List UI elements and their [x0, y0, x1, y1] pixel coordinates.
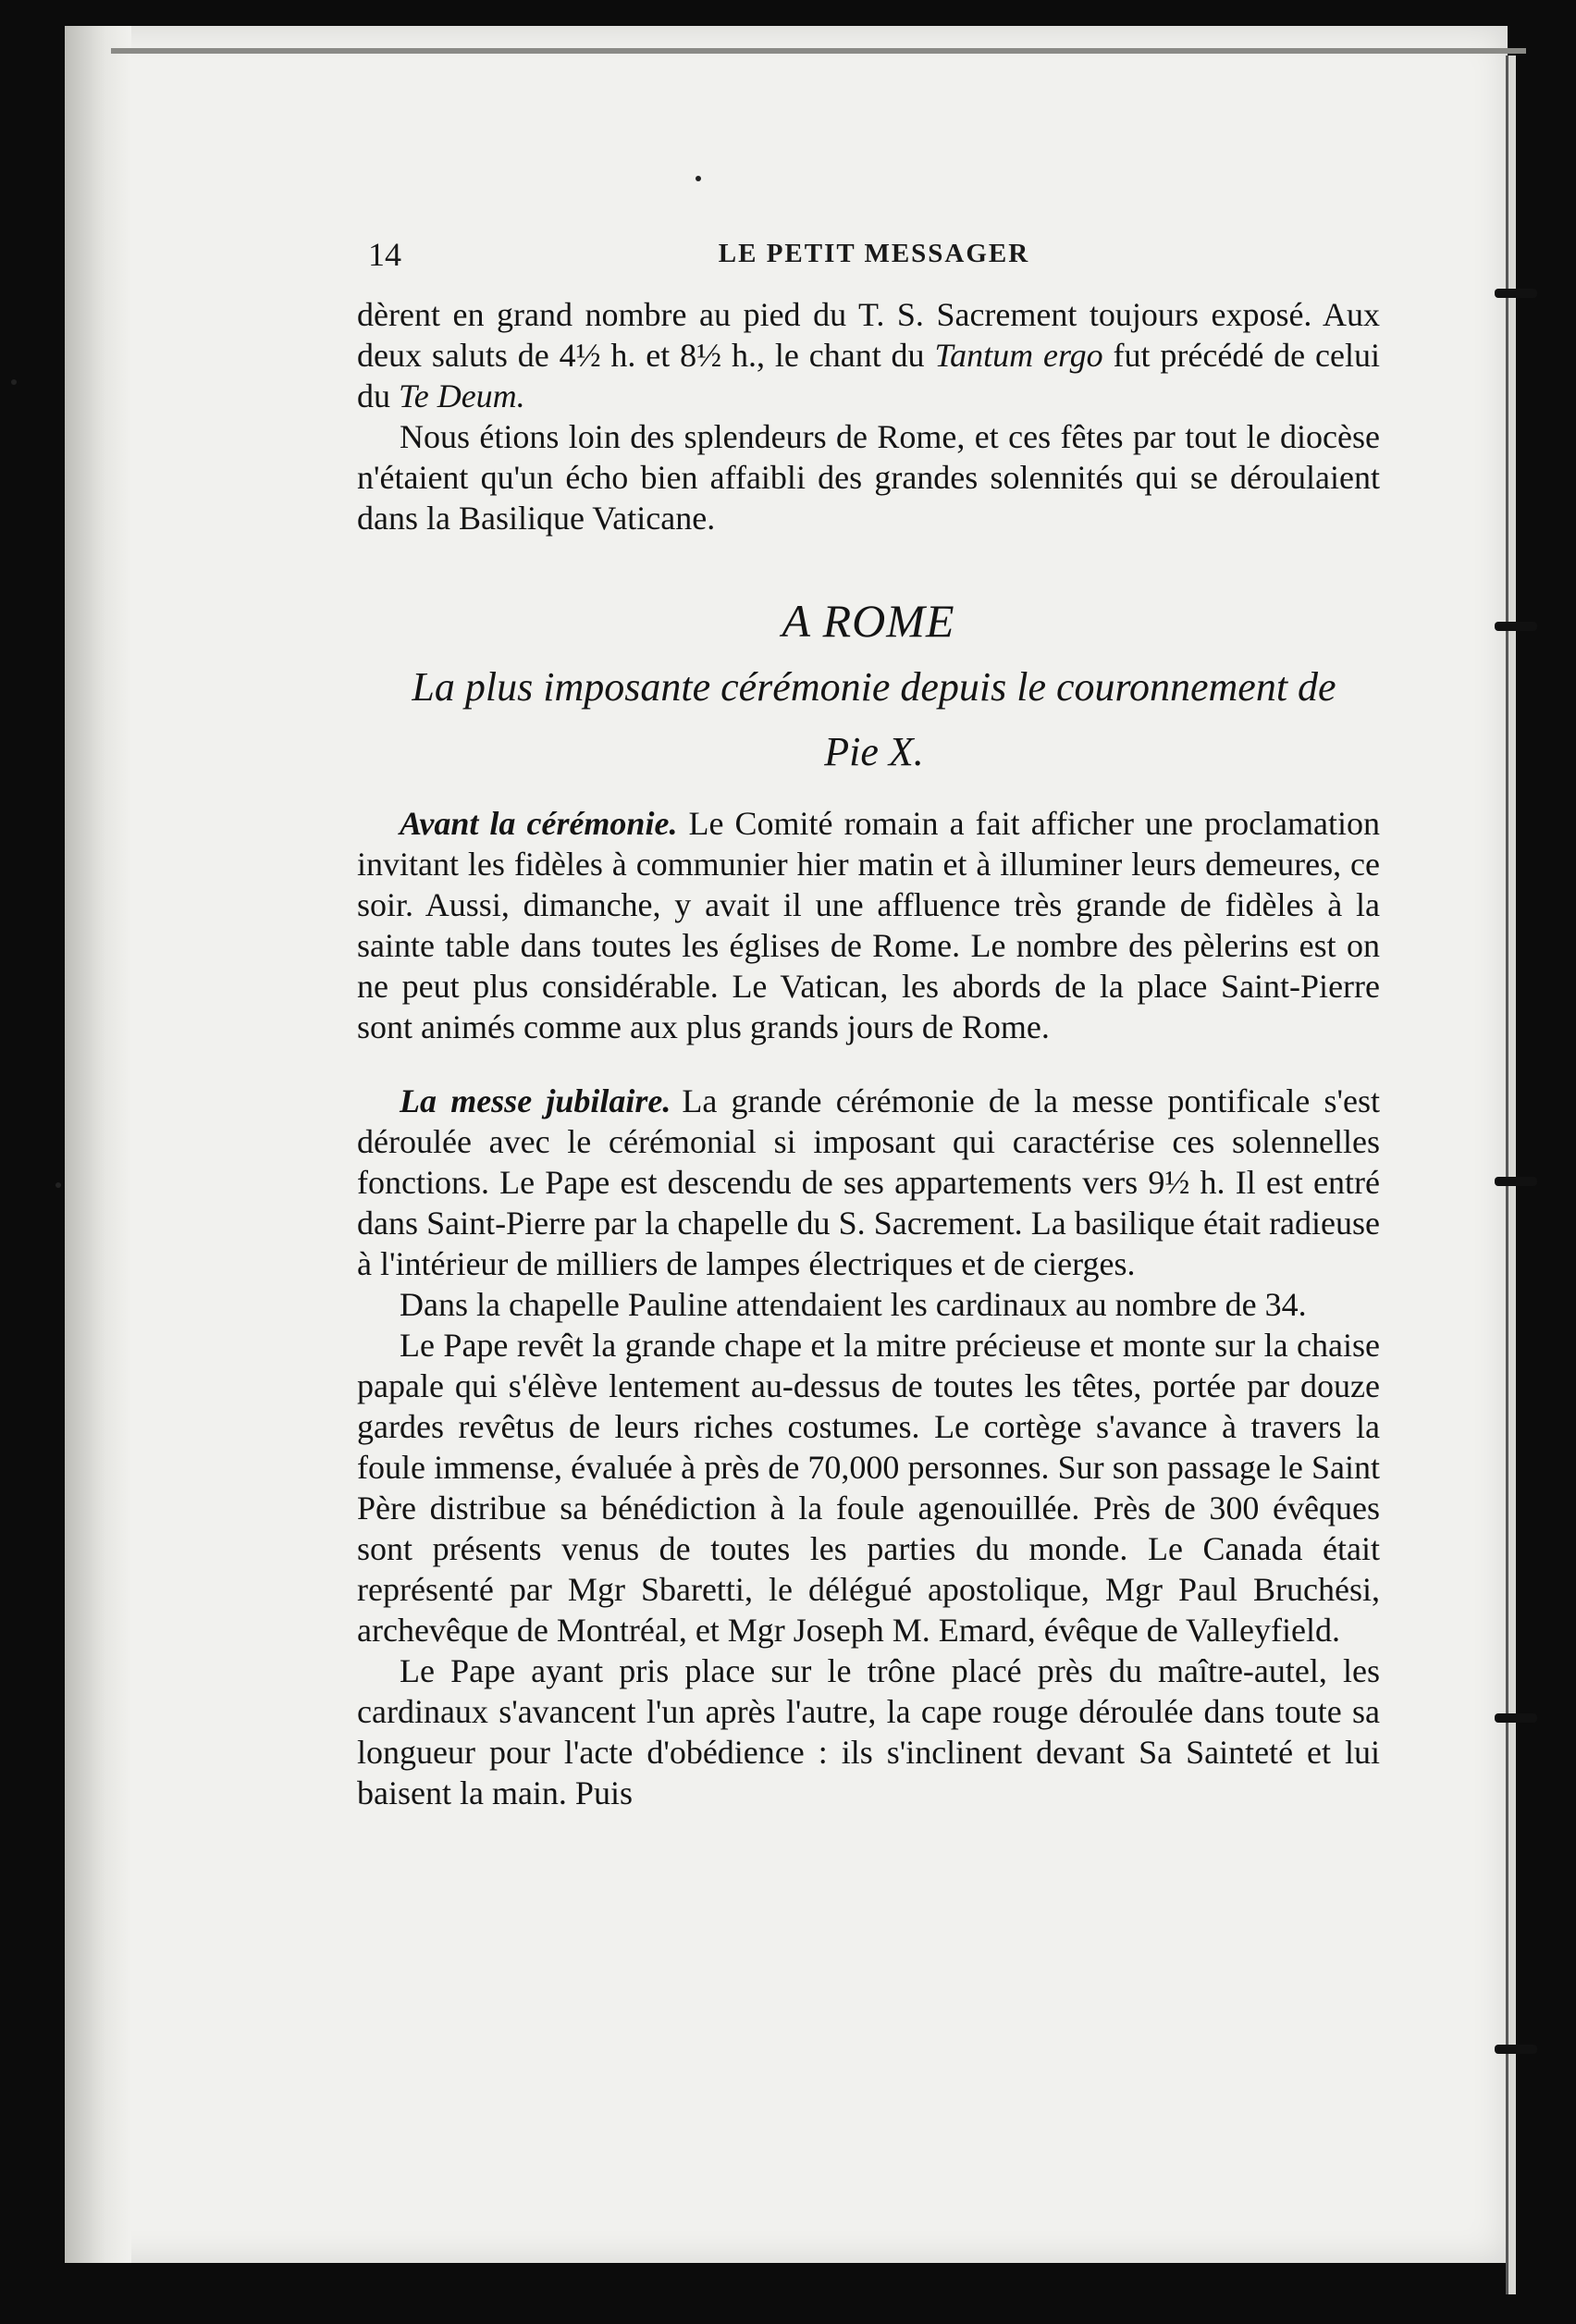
paragraph: dèrent en grand nombre au pied du T. S. Sacrement toujours exposé. Aux deux saluts de 4½ h. et 8½ h., le chant du Tantum ergo fut précédé de celui du Te Deum.	[357, 296, 1380, 414]
run-in-heading: La messe jubilaire.	[400, 1082, 671, 1119]
section-title: A ROME	[782, 595, 955, 647]
binding-mark	[1495, 1713, 1537, 1723]
italic-title: Te Deum.	[399, 377, 525, 414]
paragraph: Le Pape revêt la grande chape et la mitre précieuse et monte sur la chaise papale qui s'élève lentement au-dessus de toutes les têtes, portée par douze gardes revêtus de leurs riches costumes. Le cortège s'avance à travers la foule immense, évaluée à près de 70,000 personnes. Sur son passage le Saint Père distribue sa bénédiction à la foule agenouillée. Près de 300 évêques sont présents venus de toutes les parties du monde. Le Canada était représenté par Mgr Sbaretti, le délégué apostolique, Mgr Paul Bruchési, archevêque de Montréal, et Mgr Joseph M. Emard, évêque de Valleyfield.	[357, 1327, 1380, 1649]
scan-speck	[55, 1182, 61, 1188]
binding-mark	[1495, 289, 1537, 298]
binding-mark	[1495, 2045, 1537, 2054]
binding-strip	[1506, 56, 1516, 2294]
italic-title: Tantum ergo	[934, 337, 1103, 374]
section-subtitle: La plus imposante cérémonie depuis le couronnement de Pie X.	[412, 664, 1336, 774]
scan-speck	[696, 176, 701, 181]
page-edge-shadow	[65, 26, 131, 2263]
paragraph: Dans la chapelle Pauline attendaient les cardinaux au nombre de 34.	[400, 1286, 1307, 1323]
page-number: 14	[368, 236, 401, 273]
paragraph: Avant la cérémonie. Le Comité romain a fait afficher une proclamation invitant les fidèles à communier hier matin et à illuminer leurs demeures, ce soir. Aussi, dimanche, y avait il une affluence très grande de fidèles à la sainte table dans toutes les églises de Rome. Le nombre des pèlerins est on ne peut plus considérable. Le Vatican, les abords de la place Saint-Pierre sont animés comme aux plus grands jours de Rome.	[357, 805, 1381, 1045]
intro-text	[357, 294, 1380, 538]
page-header	[368, 235, 1380, 272]
scan-speck	[11, 379, 17, 385]
article-body	[357, 803, 1380, 1813]
paragraph: Le Pape ayant pris place sur le trône placé près du maître-autel, les cardinaux s'avancent l'un après l'autre, la cape rouge déroulée dans toute sa longueur pour l'acte d'obédience : ils s'inclinent devant Sa Sainteté et lui baisent la main. Puis	[357, 1652, 1380, 1811]
paragraph: La messe jubilaire. La grande cérémonie de la messe pontificale s'est déroulée avec le cérémonial si imposant qui caractérise ces solennelles fonctions. Le Pape est descendu de ses appartements vers 9½ h. Il est entré dans Saint-Pierre par la chapelle du S. Sacrement. La basilique était radieuse à l'intérieur de milliers de lampes électriques et de cierges.	[357, 1082, 1380, 1282]
run-in-heading: Avant la cérémonie.	[400, 805, 678, 842]
binding-mark	[1495, 1177, 1537, 1186]
running-head: LE PETIT MESSAGER	[718, 239, 1030, 268]
binding-mark	[1495, 622, 1537, 631]
page-top-border	[111, 48, 1526, 54]
paragraph: Nous étions loin des splendeurs de Rome, et ces fêtes par tout le diocèse n'étaient qu'un écho bien affaibli des grandes solennités qui se déroulaient dans la Basilique Vaticane.	[357, 418, 1380, 537]
